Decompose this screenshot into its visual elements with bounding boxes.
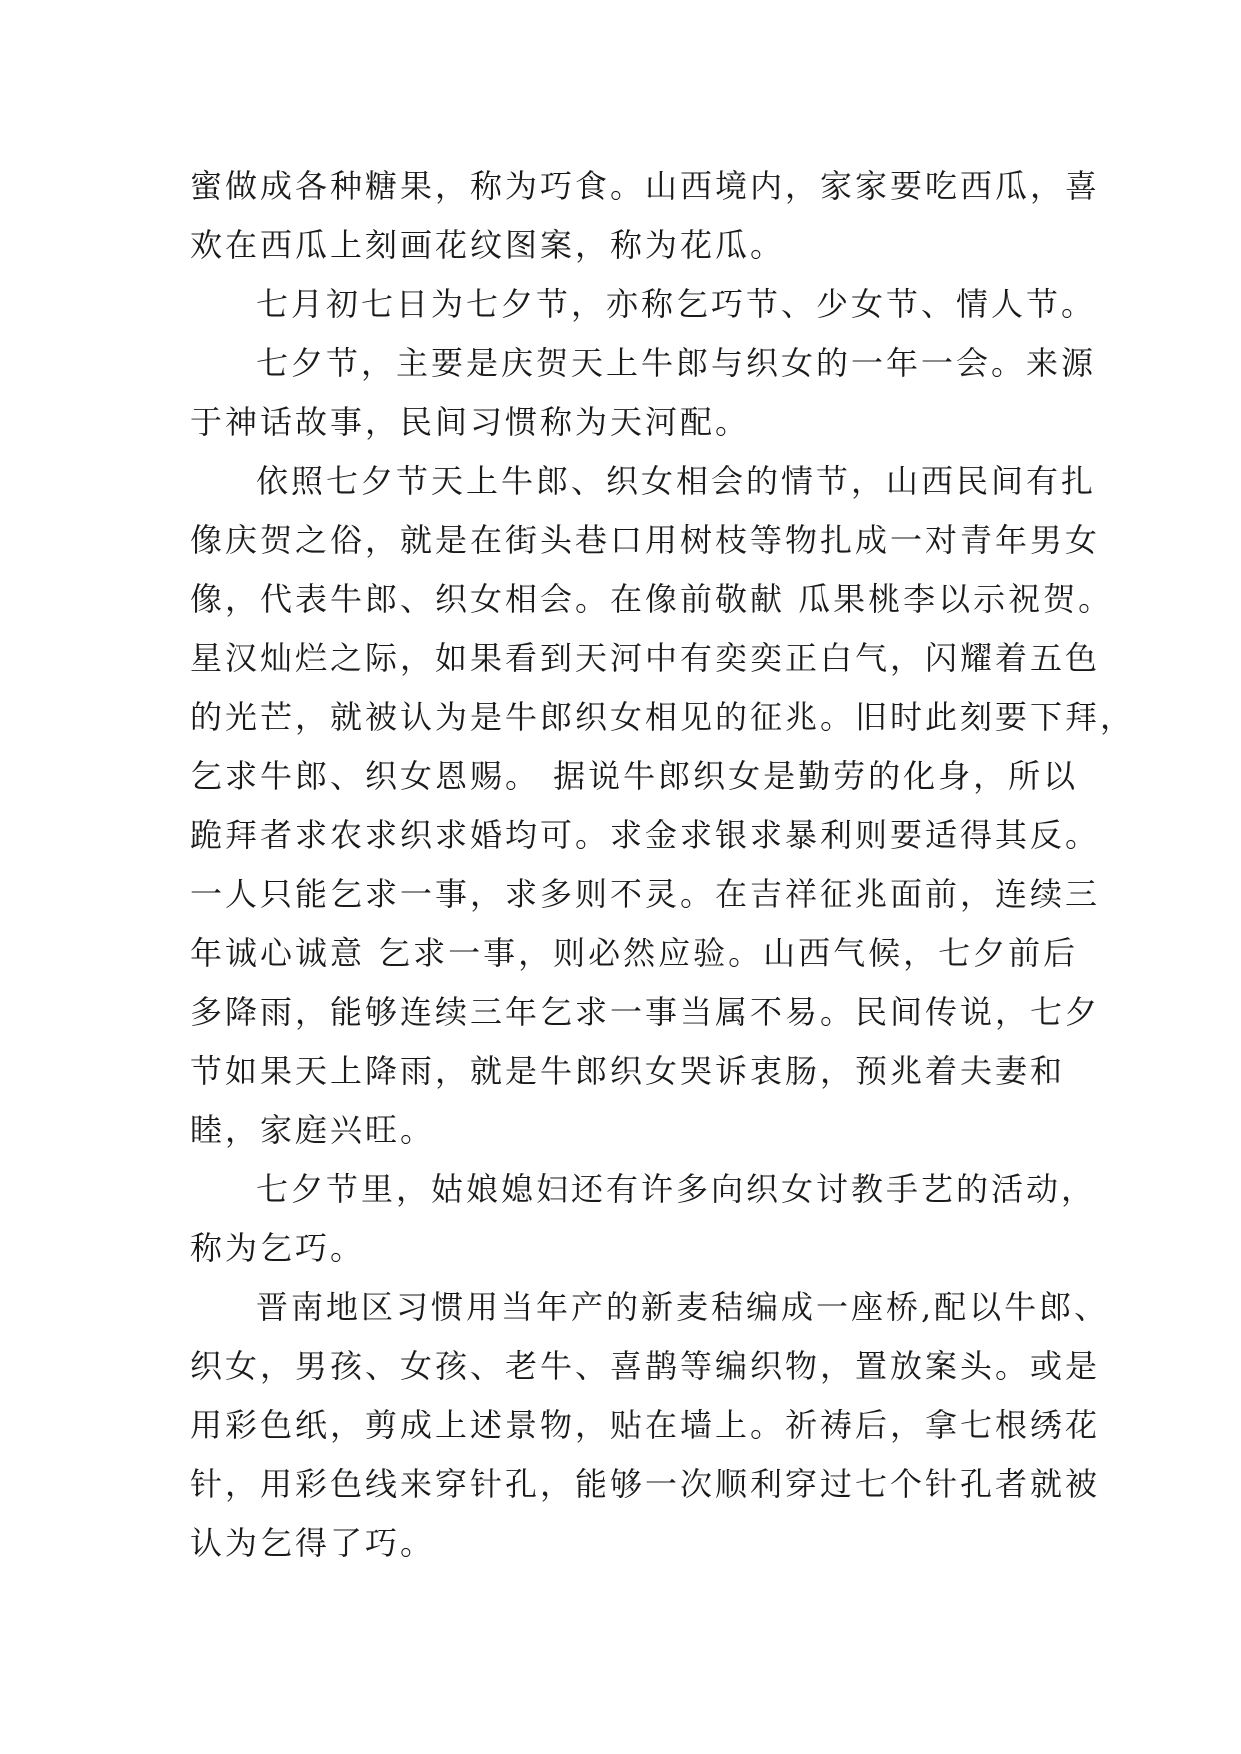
text-line: 多降雨，能够连续三年乞求一事当属不易。民间传说，七夕 [190,993,1101,1031]
paragraph-first-line: 七月初七日为七夕节，亦称乞巧节、少女节、情人节。 [256,285,1097,323]
text-line: 一人只能乞求一事，求多则不灵。在吉祥征兆面前，连续三 [190,875,1101,913]
text-line: 称为乞巧。 [190,1229,366,1267]
text-line: 像庆贺之俗，就是在街头巷口用树枝等物扎成一对青年男女 [190,521,1101,559]
text-line: 认为乞得了巧。 [190,1524,436,1562]
text-line: 跪拜者求农求织求婚均可。求金求银求暴利则要适得其反。 [190,816,1101,854]
text-line: 乞求牛郎、织女恩赐。 据说牛郎织女是勤劳的化身，所以 [190,757,1079,795]
text-line: 像，代表牛郎、织女相会。在像前敬献 瓜果桃李以示祝贺。 [190,580,1114,618]
text-line: 针，用彩色线来穿针孔，能够一次顺利穿过七个针孔者就被 [190,1465,1101,1503]
text-line: 用彩色纸，剪成上述景物，贴在墙上。祈祷后，拿七根绣花 [190,1406,1101,1444]
text-line: 的光芒，就被认为是牛郎织女相见的征兆。旧时此刻要下拜， [190,698,1136,736]
text-line: 蜜做成各种糖果，称为巧食。山西境内，家家要吃西瓜，喜 [190,167,1101,205]
text-line: 织女，男孩、女孩、老牛、喜鹊等编织物，置放案头。或是 [190,1347,1101,1385]
paragraph-first-line: 依照七夕节天上牛郎、织女相会的情节，山西民间有扎 [256,462,1097,500]
document-body [190,157,1136,1573]
paragraph-first-line: 七夕节，主要是庆贺天上牛郎与织女的一年一会。来源 [256,344,1097,382]
text-line: 于神话故事，民间习惯称为天河配。 [190,403,751,441]
paragraph-first-line: 七夕节里，姑娘媳妇还有许多向织女讨教手艺的活动， [256,1170,1097,1208]
paragraph-first-line: 晋南地区习惯用当年产的新麦秸编成一座桥,配以牛郎、 [256,1288,1110,1326]
text-line: 星汉灿烂之际，如果看到天河中有奕奕正白气，闪耀着五色 [190,639,1101,677]
text-line: 节如果天上降雨，就是牛郎织女哭诉衷肠，预兆着夫妻和 [190,1052,1066,1090]
text-line: 欢在西瓜上刻画花纹图案，称为花瓜。 [190,226,786,264]
text-line: 睦，家庭兴旺。 [190,1111,436,1149]
text-line: 年诚心诚意 乞求一事，则必然应验。山西气候，七夕前后 [190,934,1079,972]
